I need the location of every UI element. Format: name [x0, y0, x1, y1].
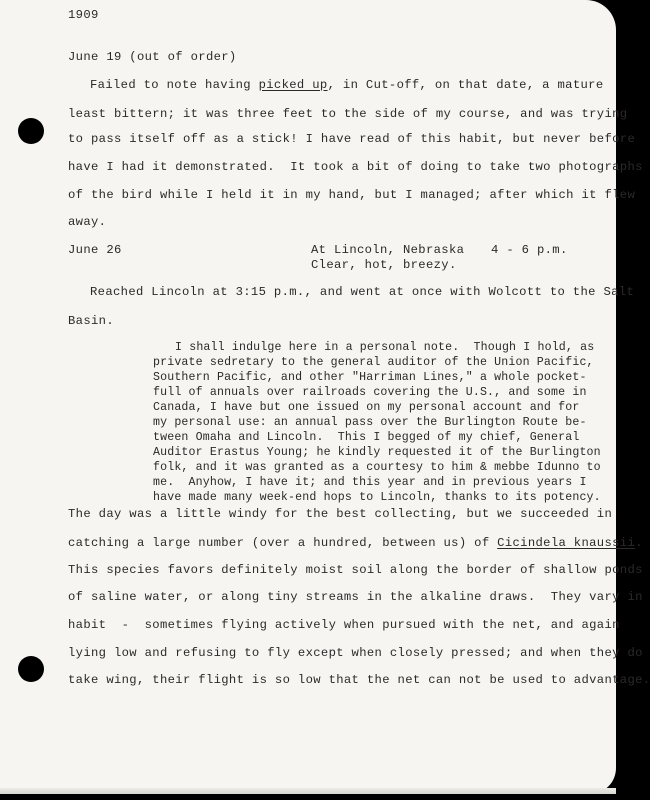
text-line: catching a large number (over a hundred, between us) of Cicindela knaussii. — [68, 536, 643, 550]
text-line: Reached Lincoln at 3:15 p.m., and went at once with Wolcott to the Salt — [90, 285, 635, 299]
text-line: to pass itself off as a stick! I have read of this habit, but never before — [68, 132, 636, 146]
entry-time: 4 - 6 p.m. — [491, 243, 568, 257]
year-header: 1909 — [68, 8, 99, 22]
note-line: me. Anyhow, I have it; and this year and in previous years I — [153, 476, 587, 489]
text-line: lying low and refusing to fly except when closely pressed; and when they do — [68, 646, 643, 660]
note-line: Auditor Erastus Young; he kindly requested it of the Burlington — [153, 446, 601, 459]
entry-date: June 26 — [68, 243, 122, 257]
punch-hole — [18, 656, 44, 682]
text-line: The day was a little windy for the best collecting, but we succeeded in — [68, 507, 613, 521]
text-line: of saline water, or along tiny streams in the alkaline draws. They vary in — [68, 590, 643, 604]
entry-location: At Lincoln, Nebraska — [311, 243, 465, 257]
species-name: Cicindela knaussii — [497, 536, 636, 550]
note-line: folk, and it was granted as a courtesy to him & mebbe Idunno to — [153, 461, 601, 474]
entry-weather: Clear, hot, breezy. — [311, 258, 457, 272]
note-line: my personal use: an annual pass over the Burlington Route be- — [153, 416, 587, 429]
note-line: Southern Pacific, and other "Harriman Lines," a whole pocket- — [153, 371, 587, 384]
text-line: have I had it demonstrated. It took a bit of doing to take two photographs — [68, 160, 643, 174]
text-line: away. — [68, 215, 107, 229]
note-line: tween Omaha and Lincoln. This I begged of my chief, General — [153, 431, 580, 444]
note-line: full of annuals over railroads covering the U.S., and some in — [153, 386, 587, 399]
text-line: of the bird while I held it in my hand, but I managed; after which it flew — [68, 188, 636, 202]
punch-hole — [18, 118, 44, 144]
note-line: I shall indulge here in a personal note. Though I hold, as — [175, 341, 595, 354]
text-line: Failed to note having picked up, in Cut-off, on that date, a mature — [90, 78, 604, 92]
text-line: least bittern; it was three feet to the side of my course, and was trying — [68, 107, 628, 121]
text-line: habit - sometimes flying actively when pursued with the net, and again — [68, 618, 620, 632]
note-line: have made many week-end hops to Lincoln, thanks to its potency. — [153, 491, 601, 504]
underlined-phrase: picked up — [258, 78, 328, 92]
note-line: Canada, I have but one issued on my personal account and for — [153, 401, 580, 414]
text-line: take wing, their flight is so low that the net can not be used to advantage. — [68, 673, 650, 687]
text-line: Basin. — [68, 314, 114, 328]
entry-date: June 19 (out of order) — [68, 50, 237, 64]
text-line: This species favors definitely moist soil along the border of shallow ponds — [68, 563, 643, 577]
note-line: private sedretary to the general auditor of the Union Pacific, — [153, 356, 594, 369]
